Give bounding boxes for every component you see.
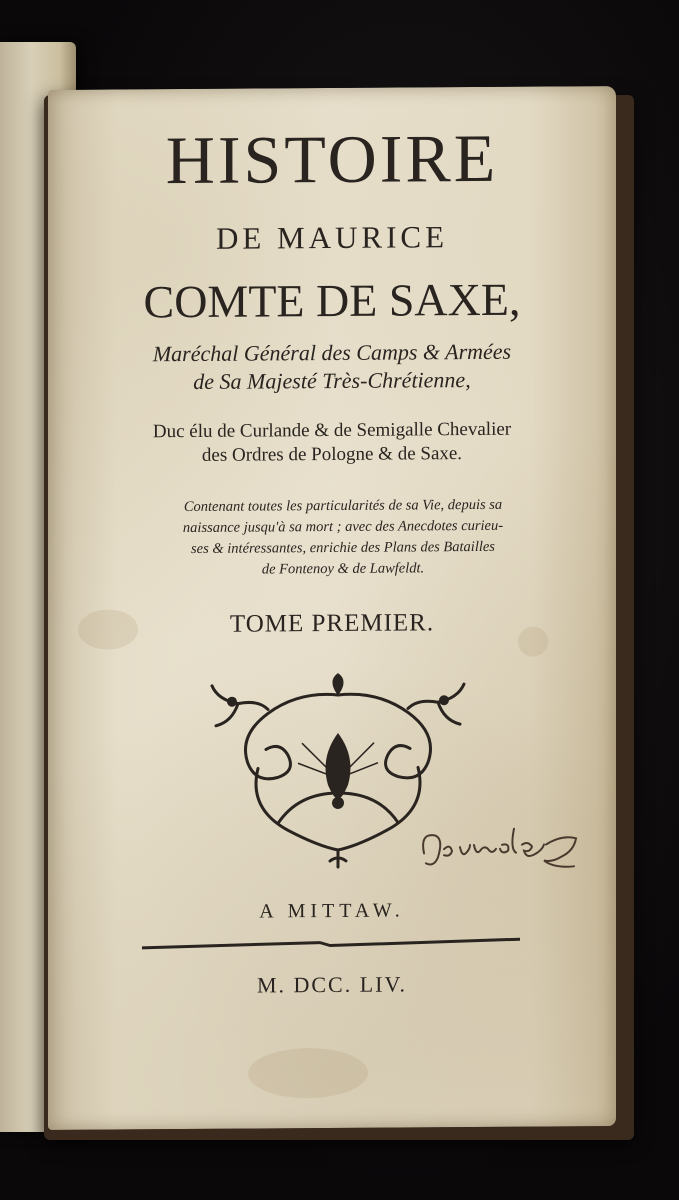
printer-rule-icon: [140, 935, 522, 952]
book-title: HISTOIRE: [165, 119, 499, 199]
book-subtitle: DE MAURICE: [215, 219, 449, 256]
title-page: [48, 86, 616, 1130]
book-subject-name: COMTE DE SAXE,: [143, 273, 521, 328]
contents-line-4: de Fontenoy & de Lawfeldt.: [261, 560, 425, 578]
imprint-place: A MITTAW.: [259, 899, 405, 923]
foxing-stain: [248, 1048, 368, 1099]
volume-label: TOME PREMIER.: [229, 609, 435, 638]
imprint-year: M. DCC. LIV.: [256, 971, 408, 998]
contents-line-2: naissance jusqu'à sa mort ; avec des Anecdotes curieu-: [182, 517, 504, 537]
rank-line-1: Maréchal Général des Camps & Armées: [152, 338, 512, 367]
duke-line-1: Duc élu de Curlande & de Semigalle Chevalier: [152, 418, 512, 443]
contents-line-3: ses & intéressantes, enrichie des Plans des Batailles: [191, 538, 495, 557]
duke-line-2: des Ordres de Pologne & de Saxe.: [201, 443, 463, 466]
rank-line-2: de Sa Majesté Très-Chrétienne,: [193, 367, 471, 394]
handwritten-signature: [414, 814, 614, 885]
contents-line-1: Contenant toutes les particularités de sa Vie, depuis sa: [183, 496, 503, 516]
